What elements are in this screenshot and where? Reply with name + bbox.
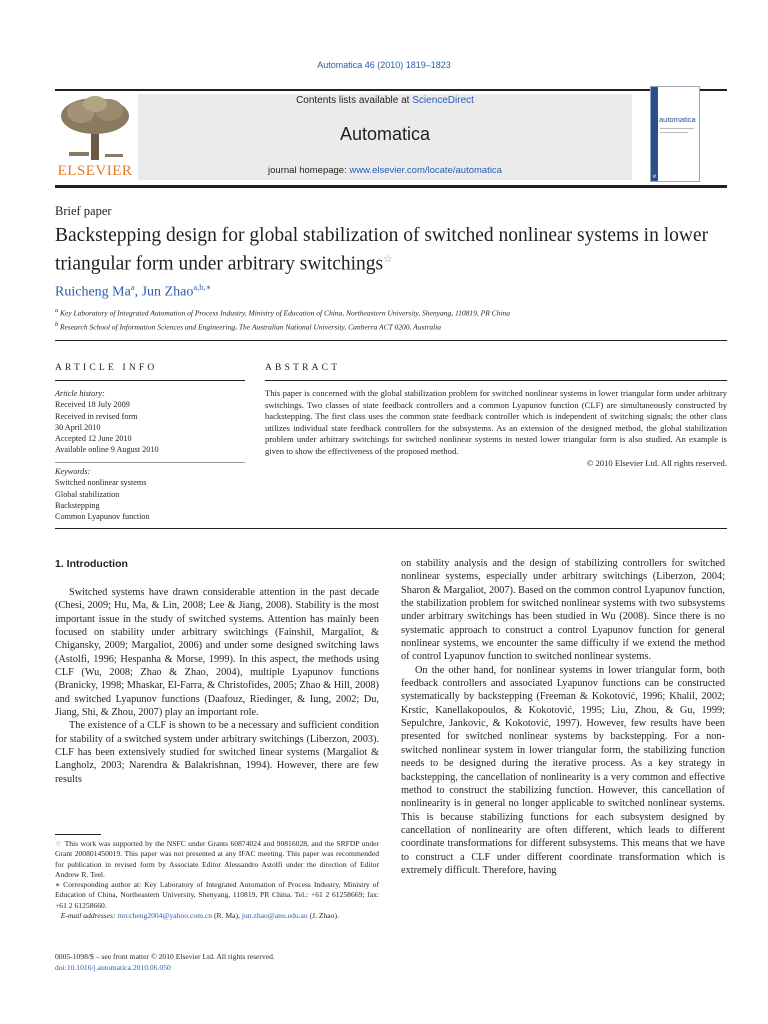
- affiliation-mark: b: [55, 321, 59, 328]
- funding-footnote-mark: ☆: [55, 839, 63, 848]
- footnotes: [55, 839, 379, 921]
- keyword: Common Lyapunov function: [55, 512, 150, 522]
- corresponding-footnote-text: Corresponding author at: Key Laboratory of Integrated Automation of Process Industry, Ministry of Education of China, Northeastern University, Shenyang, 110819, PR China. Tel.: +61 2 61258669; fax: +61 2 61258660.: [55, 880, 380, 910]
- corresponding-footnote: [55, 880, 379, 911]
- body-paragraph: The existence of a CLF is shown to be a necessary and sufficient condition for stability of a switched system under arbitrary switchings (Liberzon, 2003). CLF has been extensively studied for switched linear systems (Margaliot & Langholz, 2003; Narendra & Balakrishnan, 1994). However, there are few results: [55, 720, 379, 785]
- article-info-rule: [55, 380, 245, 381]
- affiliation: [55, 321, 441, 332]
- legal-block: [55, 951, 275, 973]
- body-paragraph: On the other hand, for nonlinear systems in lower triangular form, both feedback controllers and associated Lyapunov functions can be constructed systematically by backstepping (Freeman & Kokotović, 1996; Khalil, 2002; Krstic, Kanellakopoulos, & Kokotović, 1995; Liu, Zhou, & Gu, 1999; Sepulchre, Jankovic, & Kokotović, 1997). However, few results have been presented for switched nonlinear systems by backstepping. For a non-switched nonlinear system in lower triangular form, the stabilizing function needs to be designed during the iterative process. As a key strategy in backstepping, the cancellation of nonlinearity is a very common and effective method to construct the stabilizing function. However, this cancellation of nonlinearity is in general no longer applicable to switched nonlinear systems. This is because stabilizing functions for each subsystem designed by cancellation of nonlinearity are often different, which leads to different coordinate transformations for different subsystems. This means that we have to construct a CLF under different coordinate transformation which is extremely difficult. Therefore, having: [401, 664, 725, 876]
- history-label: Article history:: [55, 389, 105, 398]
- cover-footer: e: [653, 172, 657, 180]
- cover-title: automatica: [659, 115, 696, 124]
- history-line: Received in revised form: [55, 411, 138, 421]
- author-affiliation-mark: a,b,∗: [193, 282, 212, 292]
- cover-stripe: [651, 87, 658, 181]
- email-owner: (R. Ma),: [214, 911, 240, 921]
- email-label: E-mail addresses:: [60, 911, 116, 921]
- homepage-prefix: journal homepage:: [268, 165, 350, 176]
- elsevier-tree-icon: [55, 94, 135, 162]
- author-name[interactable]: Ruicheng Ma: [55, 284, 131, 300]
- corresponding-footnote-mark: ∗: [55, 880, 61, 890]
- doi-link[interactable]: doi:10.1016/j.automatica.2010.06.050: [55, 963, 171, 972]
- title-footnote-mark[interactable]: ☆: [383, 254, 393, 265]
- author-affiliation-mark: a: [130, 282, 135, 292]
- keywords-rule: [55, 462, 245, 463]
- article-info-heading: ARTICLE INFO: [55, 363, 158, 373]
- keywords: [55, 466, 255, 522]
- funding-footnote-text: This work was supported by the NSFC under Grants 60874024 and 90816028, and the SRFDP under Grant 200801450019. This paper was not presented at any IFAC meeting. This paper was recommended for publication in revised form by Associate Editor Alessandro Astolfi under the direction of Editor Andrew R. Teel.: [55, 839, 380, 879]
- affiliation: [55, 307, 510, 318]
- homepage-line: [138, 165, 632, 176]
- affiliation-text: Key Laboratory of Integrated Automation of Process Industry, Ministry of Education of China, Northeastern University, Shenyang, 110819, PR China: [60, 308, 511, 318]
- journal-title: Automatica: [339, 124, 431, 144]
- history-line: Accepted 12 June 2010: [55, 434, 132, 444]
- elsevier-logo: [55, 94, 135, 180]
- section-heading-introduction: 1. Introduction: [55, 558, 128, 570]
- abstract-heading: ABSTRACT: [265, 363, 341, 373]
- front-matter-divider: [55, 528, 727, 529]
- title-divider: [55, 340, 727, 341]
- abstract-body: [265, 388, 727, 469]
- body-paragraph: on stability analysis and the design of stabilizing controllers for switched nonlinear systems, especially under arbitrary switchings (Liberzon, 2004; Sharon & Margaliot, 2007). Based on the common control Lyapunov function, the stabilization problem for switched nonlinear systems with two subsystems under arbitrary switchings has been studied in Wu (2008). Since there is no systematic approach to construct a control Lyapunov function for general nonlinear systems, we encounter the same difficulty if we extend the method of control Lyapunov function to switched nonlinear systems.: [401, 558, 725, 663]
- article-history: [55, 388, 255, 456]
- journal-reference-link[interactable]: Automatica 46 (2010) 1819–1823: [317, 60, 451, 70]
- keywords-label: Keywords:: [55, 467, 91, 476]
- body-paragraph: Switched systems have drawn considerable attention in the past decade (Chesi, 2009; Hu, Ma, & Lin, 2008; Lee & Jiang, 2008). Stability is the most important issue in the study of switched systems. Attention has mainly been focused on stability under arbitrary switchings (Fainshil, Margaliot, & Chigansky, 2009; Margaliot, 2006) and under some designed switching laws (Astolfi, 1996; Hespanha & Morse, 1999). In this aspect, the methods using CLF (Wu, 2008; Zhao & Zhao, 2004), multiple Lyapunov functions (Branicky, 1998; Mhaskar, El-Farra, & Christofides, 2005; Zhao & Hill, 2008) and switched Lyapunov functions (Daafouz, Riedinger, & Iung, 2002; Du, Jiang, Shi, & Zhou, 2007) play an important role.: [55, 587, 379, 719]
- sciencedirect-link[interactable]: ScienceDirect: [412, 95, 474, 106]
- funding-footnote: [55, 839, 379, 880]
- keyword: Global stabilization: [55, 489, 120, 499]
- paper-title: [55, 224, 735, 277]
- affiliation-mark: a: [55, 307, 59, 314]
- email-owner: (J. Zhao).: [309, 911, 339, 921]
- keyword: Backstepping: [55, 500, 100, 510]
- history-line: 30 April 2010: [55, 422, 101, 432]
- affiliation-text: Research School of Information Sciences and Engineering, The Australian National University, Canberra ACT 0200, Australia: [60, 322, 442, 332]
- abstract-copyright: © 2010 Elsevier Ltd. All rights reserved.: [586, 457, 727, 468]
- right-column-body: [401, 557, 725, 877]
- history-line: Available online 9 August 2010: [55, 445, 159, 455]
- email-link[interactable]: mrccheng2004@yahoo.com.cn: [117, 911, 213, 921]
- contents-prefix: Contents lists available at: [296, 95, 413, 106]
- cover-text-line: [660, 128, 694, 129]
- issn-line: 0005-1098/$ – see front matter © 2010 Elsevier Ltd. All rights reserved.: [55, 952, 275, 961]
- left-column-body: [55, 586, 379, 786]
- contents-line: [138, 95, 632, 106]
- history-line: Received 18 July 2009: [55, 400, 130, 410]
- masthead-divider: [55, 185, 727, 188]
- top-divider: [55, 89, 727, 91]
- keyword: Switched nonlinear systems: [55, 478, 147, 488]
- cover-text-line: [660, 132, 688, 133]
- footnote-rule: [55, 834, 101, 835]
- email-footnote: [55, 911, 379, 921]
- author-list: Ruicheng Ma$^a$, Jun Zhao$^{a,b,∗}$: [55, 282, 212, 300]
- elsevier-wordmark: ELSEVIER: [57, 163, 133, 179]
- email-link[interactable]: jun.zhao@anu.edu.au: [241, 911, 308, 921]
- author-name[interactable]: Jun Zhao: [141, 284, 194, 300]
- journal-cover-thumbnail: [650, 86, 700, 182]
- abstract-rule: [265, 380, 727, 381]
- abstract-text: This paper is concerned with the global stabilization problem for switched nonlinear systems in lower triangular form under arbitrary switchings. Two classes of state feedback controllers and a common Lyapunov function (CLF) are simultaneously constructed by backstepping. The first class uses the common state feedback controller which is independent of switching signals; the other class utilizes individual state feedback controllers for the subsystems. As an extension of the designed method, the global stabilization problem under arbitrary switchings for switched nonlinear systems in nested lower triangular form is also studied. An example is given to show the effectiveness of the proposed method.: [265, 388, 727, 456]
- paper-kind: Brief paper: [55, 204, 112, 218]
- homepage-link[interactable]: www.elsevier.com/locate/automatica: [349, 165, 502, 176]
- paper-title-text: Backstepping design for global stabilization of switched nonlinear systems in lower triangular form under arbitrary switchings: [55, 225, 709, 275]
